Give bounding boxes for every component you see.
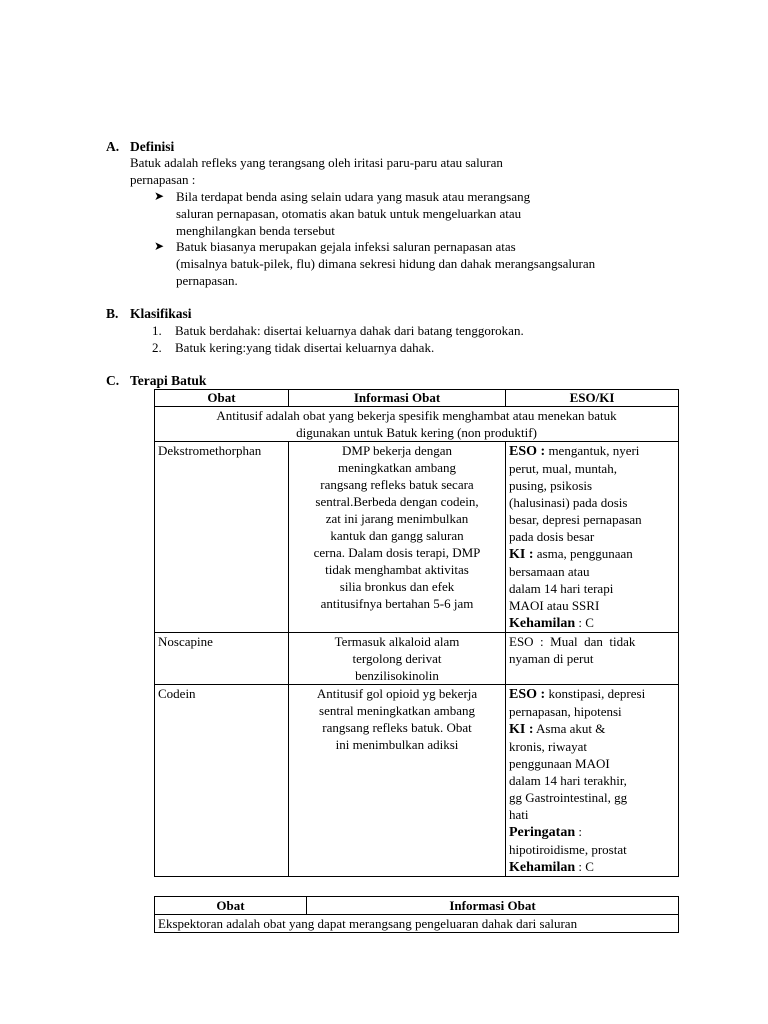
bullet-2-line-2: (misalnya batuk-pilek, flu) dimana sekresi hidung dan dahak merangsangsaluran xyxy=(176,256,596,271)
eso-label: ESO : xyxy=(509,687,546,702)
drug-info xyxy=(289,685,506,877)
section-a-title: Definisi xyxy=(130,139,175,154)
info-line: tidak menghambat aktivitas xyxy=(325,562,469,577)
eso-label: ESO : xyxy=(509,444,546,459)
section-c-title: Terapi Batuk xyxy=(130,373,207,388)
section-b-heading xyxy=(106,305,192,322)
ki-text: asma, penggunaan xyxy=(533,546,633,561)
info-line: antitusifnya bertahan 5-6 jam xyxy=(320,596,474,611)
eso-line: pernapasan, hipotensi xyxy=(509,704,622,719)
ki-line: kronis, riwayat xyxy=(509,739,587,754)
expectorant-table xyxy=(154,896,679,933)
info-line: Termasuk alkaloid alam xyxy=(334,634,460,649)
info-line: kantuk dan gangg saluran xyxy=(330,528,464,543)
eso-line: pusing, psikosis xyxy=(509,478,593,493)
section-a-heading xyxy=(106,138,174,155)
table-row xyxy=(155,442,679,633)
ekspektoran-description: Ekspektoran adalah obat yang dapat merangsang pengeluaran dahak dari saluran xyxy=(155,915,679,933)
definition-line-2: pernapasan : xyxy=(130,172,196,187)
bullet-1-line-2: saluran pernapasan, otomatis akan batuk untuk mengeluarkan atau xyxy=(176,206,522,221)
classification-list xyxy=(152,322,682,356)
eso-text: mengantuk, nyeri xyxy=(545,443,640,458)
peringatan-text: hipotiroidisme, prostat xyxy=(509,842,627,857)
ki-text: Asma akut & xyxy=(533,721,606,736)
section-a-paragraph xyxy=(130,154,690,188)
drug-name: Dekstromethorphan xyxy=(155,442,289,633)
ki-line: penggunaan MAOI xyxy=(509,756,610,771)
kehamilan-line xyxy=(509,858,675,876)
eso-line: nyaman di perut xyxy=(509,651,594,666)
header-eso-ki: ESO/KI xyxy=(506,390,679,407)
info-line: zat ini jarang menimbulkan xyxy=(325,511,469,526)
drug-info xyxy=(289,633,506,685)
eso-line xyxy=(509,442,675,460)
eso-line xyxy=(509,685,675,703)
eso-line: besar, depresi pernapasan xyxy=(509,512,642,527)
info-line: rangsang refleks batuk. Obat xyxy=(322,720,472,735)
peringatan-line xyxy=(509,823,675,841)
span-line-2: digunakan untuk Batuk kering (non produktif) xyxy=(296,425,537,440)
bullet-2-line-1: Batuk biasanya merupakan gejala infeksi saluran pernapasan atas xyxy=(176,239,516,254)
span-line-1: Antitusif adalah obat yang bekerja spesifik menghambat atau menekan batuk xyxy=(216,408,617,423)
info-line: ini menimbulkan adiksi xyxy=(335,737,459,752)
table-row xyxy=(155,633,679,685)
eso-line: perut, mual, muntah, xyxy=(509,461,617,476)
section-b-letter: B. xyxy=(106,306,119,321)
ki-line: MAOI atau SSRI xyxy=(509,598,600,613)
kehamilan-value: : C xyxy=(575,615,594,630)
info-line: meningkatkan ambang xyxy=(337,460,457,475)
kehamilan-value: : C xyxy=(575,859,594,874)
ki-line: bersamaan atau xyxy=(509,564,590,579)
peringatan-value: : xyxy=(575,824,582,839)
antitusif-description xyxy=(155,407,679,442)
table-row xyxy=(155,685,679,877)
info-line: Antitusif gol opioid yg bekerja xyxy=(316,686,478,701)
kehamilan-line xyxy=(509,614,675,632)
drug-eso-ki xyxy=(506,633,679,685)
arrow-bullet-icon: ➤ xyxy=(154,189,165,203)
header-informasi-obat: Informasi Obat xyxy=(289,390,506,407)
bullet-1-line-1: Bila terdapat benda asing selain udara yang masuk atau merangsang xyxy=(176,189,531,204)
info-line: tergolong derivat xyxy=(352,651,442,666)
antitussive-table xyxy=(154,389,679,877)
ki-line xyxy=(509,720,675,738)
ki-label: KI : xyxy=(509,722,534,737)
info-line: cerna. Dalam dosis terapi, DMP xyxy=(313,545,481,560)
drug-name: Noscapine xyxy=(155,633,289,685)
section-c-letter: C. xyxy=(106,373,120,388)
list-text: Batuk berdahak: disertai keluarnya dahak dari batang tenggorokan. xyxy=(175,323,524,338)
drug-name: Codein xyxy=(155,685,289,877)
section-b-title: Klasifikasi xyxy=(130,306,192,321)
table-span-row xyxy=(155,407,679,442)
kehamilan-label: Kehamilan xyxy=(509,860,576,875)
info-line: sentral.Berbeda dengan codein, xyxy=(315,494,479,509)
section-a-letter: A. xyxy=(106,139,120,154)
list-item xyxy=(152,339,682,356)
peringatan-label: Peringatan xyxy=(509,825,576,840)
table-span-row xyxy=(155,915,679,933)
ki-line: dalam 14 hari terakhir, xyxy=(509,773,627,788)
table-header-row xyxy=(155,390,679,407)
header-informasi-obat: Informasi Obat xyxy=(307,897,679,915)
drug-eso-ki xyxy=(506,685,679,877)
info-line: DMP bekerja dengan xyxy=(342,443,452,458)
arrow-bullet-icon: ➤ xyxy=(154,239,165,253)
eso-line: ESO : Mual dan tidak xyxy=(509,634,636,649)
info-line: sentral meningkatkan ambang xyxy=(319,703,475,718)
list-number: 2. xyxy=(152,340,162,355)
ki-label: KI : xyxy=(509,547,534,562)
list-text: Batuk kering:yang tidak disertai keluarnya dahak. xyxy=(175,340,435,355)
bullet-item-2 xyxy=(154,238,684,289)
definition-line-1: Batuk adalah refleks yang terangsang oleh iritasi paru-paru atau saluran xyxy=(130,155,503,170)
header-obat: Obat xyxy=(155,390,289,407)
info-line: rangsang refleks batuk secara xyxy=(320,477,474,492)
list-number: 1. xyxy=(152,323,162,338)
kehamilan-label: Kehamilan xyxy=(509,616,576,631)
bullet-item-1 xyxy=(154,188,684,239)
drug-info xyxy=(289,442,506,633)
eso-line: (halusinasi) pada dosis xyxy=(509,495,628,510)
ki-line: hati xyxy=(509,807,529,822)
ki-line xyxy=(509,545,675,563)
list-item xyxy=(152,322,682,339)
drug-eso-ki xyxy=(506,442,679,633)
ki-line: dalam 14 hari terapi xyxy=(509,581,614,596)
bullet-1-line-3: menghilangkan benda tersebut xyxy=(176,223,335,238)
bullet-2-line-3: pernapasan. xyxy=(176,273,238,288)
table-header-row xyxy=(155,897,679,915)
eso-line: pada dosis besar xyxy=(509,529,595,544)
header-obat: Obat xyxy=(155,897,307,915)
eso-text: konstipasi, depresi xyxy=(545,686,646,701)
ki-line: gg Gastrointestinal, gg xyxy=(509,790,628,805)
info-line: benzilisokinolin xyxy=(355,668,439,683)
info-line: silia bronkus dan efek xyxy=(339,579,455,594)
section-c-heading xyxy=(106,372,206,389)
